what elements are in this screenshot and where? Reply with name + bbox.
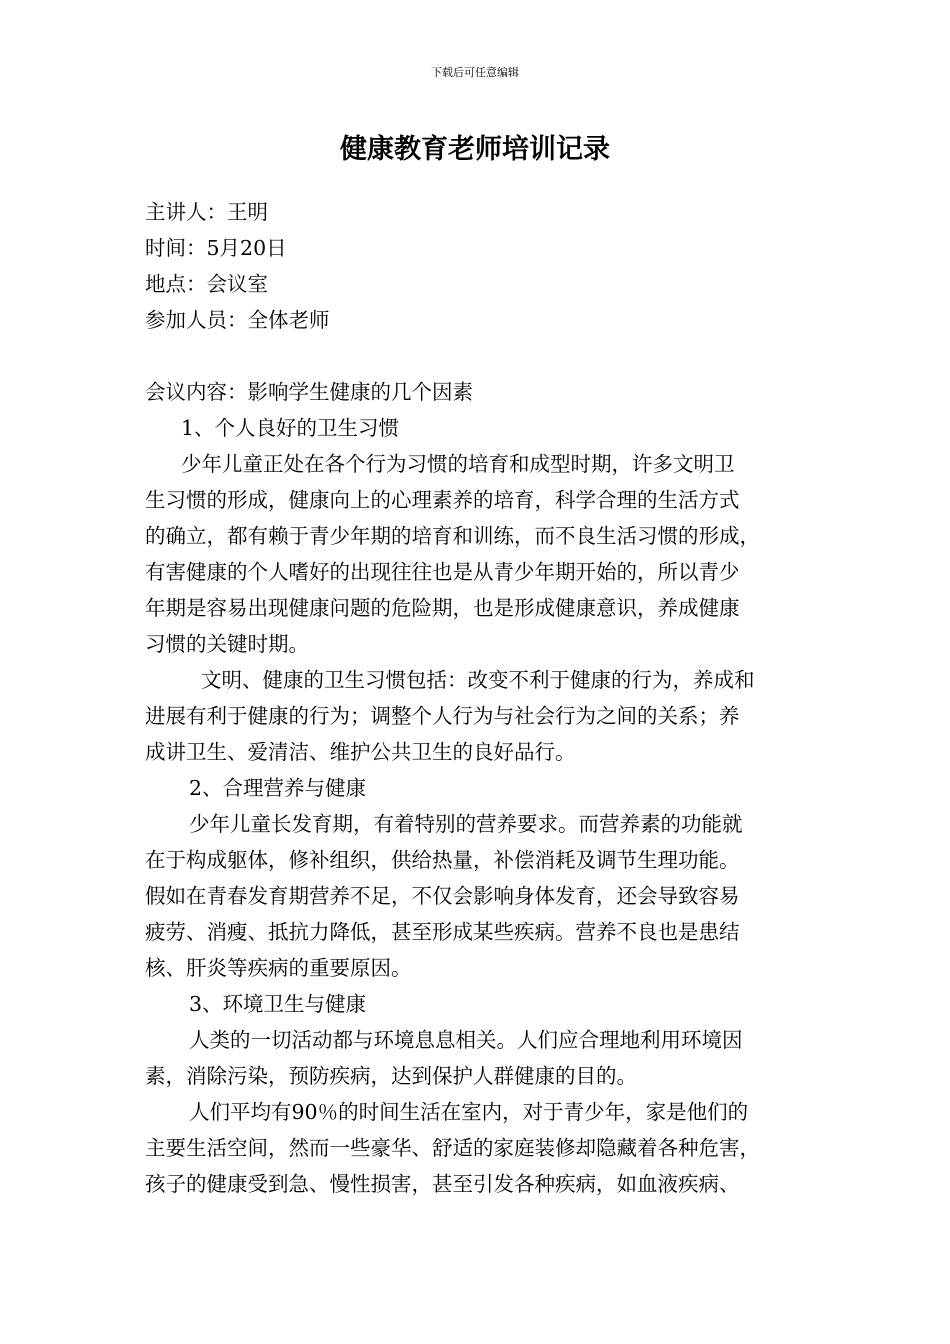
meta-place: 地点：会议室 <box>145 272 268 296</box>
paragraph-line: 文明、健康的卫生习惯包括：改变不利于健康的行为，养成和 <box>201 668 755 692</box>
paragraph-line: 素，消除污染，预防疾病，达到保护人群健康的目的。 <box>145 1064 637 1088</box>
blank-line <box>145 338 815 374</box>
content-heading: 会议内容：影响学生健康的几个因素 <box>145 380 473 404</box>
paragraph-line: 假如在青春发育期营养不足，不仅会影响身体发育，还会导致容易 <box>145 884 740 908</box>
paragraph-line: 核、肝炎等疾病的重要原因。 <box>145 956 412 980</box>
section-heading: 2、合理营养与健康 <box>189 776 367 800</box>
document-body <box>145 194 815 1202</box>
document-title: 健康教育老师培训记录 <box>340 134 610 165</box>
meta-time: 时间：5月20日 <box>145 236 287 260</box>
section-heading: 1、个人良好的卫生习惯 <box>181 416 400 440</box>
section-heading: 3、环境卫生与健康 <box>189 992 367 1016</box>
paragraph-line: 孩子的健康受到急、慢性损害，甚至引发各种疾病，如血液疾病、 <box>145 1172 740 1196</box>
paragraph-line: 有害健康的个人嗜好的出现往往也是从青少年期开始的，所以青少 <box>145 560 740 584</box>
paragraph-line: 成讲卫生、爱清洁、维护公共卫生的良好品行。 <box>145 740 576 764</box>
paragraph-line: 少年儿童长发育期，有着特别的营养要求。而营养素的功能就 <box>189 812 743 836</box>
paragraph <box>145 1094 815 1202</box>
paragraph <box>145 806 815 986</box>
paragraph-line: 在于构成躯体，修补组织，供给热量，补偿消耗及调节生理功能。 <box>145 848 740 872</box>
meta-attendees: 参加人员：全体老师 <box>145 308 330 332</box>
paragraph-line: 人类的一切活动都与环境息息相关。人们应合理地利用环境因 <box>189 1028 743 1052</box>
paragraph <box>145 1022 815 1094</box>
paragraph-line: 主要生活空间，然而一些豪华、舒适的家庭装修却隐藏着各种危害， <box>145 1136 760 1160</box>
paragraph <box>145 446 815 662</box>
paragraph-line: 习惯的关键时期。 <box>145 632 309 656</box>
paragraph-line: 进展有利于健康的行为；调整个人行为与社会行为之间的关系；养 <box>145 704 740 728</box>
paragraph-line: 少年儿童正处在各个行为习惯的培育和成型时期，许多文明卫 <box>181 452 735 476</box>
paragraph-line: 年期是容易出现健康问题的危险期，也是形成健康意识，养成健康 <box>145 596 740 620</box>
paragraph-line: 生习惯的形成，健康向上的心理素养的培育，科学合理的生活方式 <box>145 488 740 512</box>
paragraph-line: 的确立，都有赖于青少年期的培育和训练，而不良生活习惯的形成， <box>145 524 760 548</box>
paragraph <box>145 662 815 770</box>
header-note: 下载后可任意编辑 <box>431 66 519 79</box>
paragraph-line: 疲劳、消瘦、抵抗力降低，甚至形成某些疾病。营养不良也是患结 <box>145 920 740 944</box>
meta-speaker: 主讲人：王明 <box>145 200 268 224</box>
paragraph-line: 人们平均有90％的时间生活在室内，对于青少年，家是他们的 <box>189 1100 749 1124</box>
